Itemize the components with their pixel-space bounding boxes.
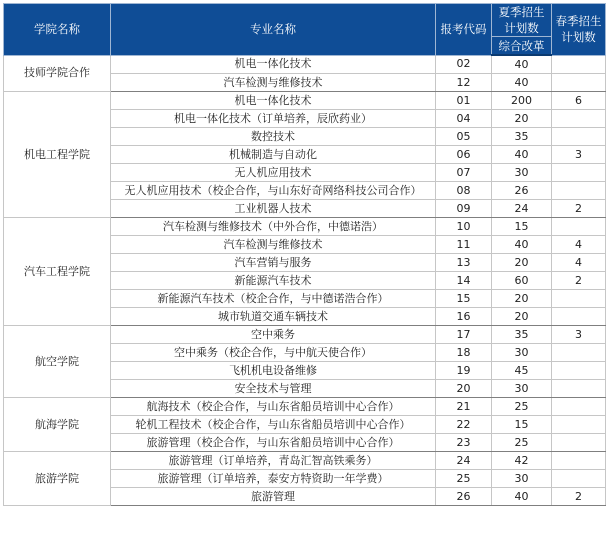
major-name-cell: 汽车检测与维修技术（中外合作，中德诺浩） (111, 218, 436, 236)
spring-plan-cell: 2 (552, 488, 606, 506)
header-spring-line1: 春季招生 (555, 14, 602, 29)
apply-code-cell: 05 (436, 128, 492, 146)
summer-plan-cell: 15 (492, 218, 552, 236)
college-name-cell: 机电工程学院 (4, 92, 111, 218)
apply-code-cell: 16 (436, 308, 492, 326)
spring-plan-cell (552, 452, 606, 470)
apply-code-cell: 06 (436, 146, 492, 164)
spring-plan-cell (552, 380, 606, 398)
apply-code-cell: 10 (436, 218, 492, 236)
major-name-cell: 无人机应用技术 (111, 164, 436, 182)
summer-plan-cell: 40 (492, 488, 552, 506)
header-spring-plan (552, 4, 606, 56)
apply-code-cell: 14 (436, 272, 492, 290)
summer-plan-cell: 60 (492, 272, 552, 290)
major-name-cell: 汽车营销与服务 (111, 254, 436, 272)
apply-code-cell: 19 (436, 362, 492, 380)
major-name-cell: 航海技术（校企合作，与山东省船员培训中心合作） (111, 398, 436, 416)
apply-code-cell: 08 (436, 182, 492, 200)
table-body (4, 55, 606, 506)
apply-code-cell: 17 (436, 326, 492, 344)
summer-plan-cell: 45 (492, 362, 552, 380)
spring-plan-cell: 2 (552, 200, 606, 218)
header-college: 学院名称 (4, 4, 111, 56)
major-name-cell: 机电一体化技术 (111, 55, 436, 74)
apply-code-cell: 07 (436, 164, 492, 182)
spring-plan-cell (552, 434, 606, 452)
spring-plan-cell (552, 182, 606, 200)
major-name-cell: 旅游管理（校企合作，与山东省船员培训中心合作） (111, 434, 436, 452)
table-row (4, 452, 606, 470)
spring-plan-cell (552, 416, 606, 434)
summer-plan-cell: 200 (492, 92, 552, 110)
spring-plan-cell (552, 470, 606, 488)
summer-plan-cell: 30 (492, 164, 552, 182)
summer-plan-cell: 15 (492, 416, 552, 434)
header-summer-line2: 计划数 (504, 21, 539, 35)
summer-plan-cell: 25 (492, 434, 552, 452)
apply-code-cell: 26 (436, 488, 492, 506)
summer-plan-cell: 40 (492, 74, 552, 92)
major-name-cell: 机电一体化技术（订单培养，辰欣药业） (111, 110, 436, 128)
header-spring-line2: 计划数 (561, 30, 596, 45)
spring-plan-cell: 3 (552, 146, 606, 164)
summer-plan-cell: 40 (492, 236, 552, 254)
apply-code-cell: 20 (436, 380, 492, 398)
apply-code-cell: 13 (436, 254, 492, 272)
spring-plan-cell (552, 74, 606, 92)
spring-plan-cell (552, 110, 606, 128)
header-major: 专业名称 (111, 4, 436, 56)
apply-code-cell: 09 (436, 200, 492, 218)
spring-plan-cell (552, 128, 606, 146)
summer-plan-cell: 20 (492, 308, 552, 326)
summer-plan-cell: 30 (492, 470, 552, 488)
table-row (4, 55, 606, 74)
major-name-cell: 无人机应用技术（校企合作，与山东好奇网络科技公司合作） (111, 182, 436, 200)
apply-code-cell: 23 (436, 434, 492, 452)
apply-code-cell: 24 (436, 452, 492, 470)
summer-plan-cell: 35 (492, 326, 552, 344)
header-code: 报考代码 (436, 4, 492, 56)
summer-plan-cell: 30 (492, 344, 552, 362)
table-row (4, 398, 606, 416)
major-name-cell: 旅游管理 (111, 488, 436, 506)
major-name-cell: 安全技术与管理 (111, 380, 436, 398)
spring-plan-cell (552, 398, 606, 416)
table-row (4, 218, 606, 236)
major-name-cell: 飞机机电设备维修 (111, 362, 436, 380)
spring-plan-cell (552, 218, 606, 236)
apply-code-cell: 04 (436, 110, 492, 128)
major-name-cell: 新能源汽车技术 (111, 272, 436, 290)
major-name-cell: 汽车检测与维修技术 (111, 74, 436, 92)
summer-plan-cell: 20 (492, 110, 552, 128)
spring-plan-cell: 6 (552, 92, 606, 110)
major-name-cell: 数控技术 (111, 128, 436, 146)
enrollment-plan-table (3, 3, 606, 506)
spring-plan-cell: 3 (552, 326, 606, 344)
table-row (4, 326, 606, 344)
college-name-cell: 技师学院合作 (4, 55, 111, 92)
spring-plan-cell (552, 308, 606, 326)
spring-plan-cell: 4 (552, 254, 606, 272)
major-name-cell: 新能源汽车技术（校企合作，与中德诺浩合作） (111, 290, 436, 308)
apply-code-cell: 11 (436, 236, 492, 254)
summer-plan-cell: 26 (492, 182, 552, 200)
major-name-cell: 空中乘务 (111, 326, 436, 344)
college-name-cell: 航空学院 (4, 326, 111, 398)
header-summer-subtype: 综合改革 (492, 37, 552, 56)
major-name-cell: 旅游管理（订单培养，青岛汇智高铁乘务） (111, 452, 436, 470)
major-name-cell: 空中乘务（校企合作，与中航天使合作） (111, 344, 436, 362)
spring-plan-cell (552, 290, 606, 308)
header-summer-line1: 夏季招生 (498, 5, 545, 19)
summer-plan-cell: 30 (492, 380, 552, 398)
summer-plan-cell: 20 (492, 290, 552, 308)
table-row (4, 92, 606, 110)
header-summer-plan (492, 4, 552, 37)
major-name-cell: 机械制造与自动化 (111, 146, 436, 164)
apply-code-cell: 25 (436, 470, 492, 488)
summer-plan-cell: 42 (492, 452, 552, 470)
apply-code-cell: 01 (436, 92, 492, 110)
apply-code-cell: 02 (436, 55, 492, 74)
major-name-cell: 工业机器人技术 (111, 200, 436, 218)
college-name-cell: 旅游学院 (4, 452, 111, 506)
spring-plan-cell (552, 362, 606, 380)
apply-code-cell: 21 (436, 398, 492, 416)
major-name-cell: 汽车检测与维修技术 (111, 236, 436, 254)
college-name-cell: 航海学院 (4, 398, 111, 452)
apply-code-cell: 15 (436, 290, 492, 308)
spring-plan-cell (552, 55, 606, 74)
major-name-cell: 城市轨道交通车辆技术 (111, 308, 436, 326)
spring-plan-cell (552, 164, 606, 182)
spring-plan-cell: 2 (552, 272, 606, 290)
summer-plan-cell: 35 (492, 128, 552, 146)
summer-plan-cell: 40 (492, 146, 552, 164)
apply-code-cell: 12 (436, 74, 492, 92)
summer-plan-cell: 25 (492, 398, 552, 416)
summer-plan-cell: 40 (492, 55, 552, 74)
apply-code-cell: 22 (436, 416, 492, 434)
apply-code-cell: 18 (436, 344, 492, 362)
summer-plan-cell: 24 (492, 200, 552, 218)
major-name-cell: 轮机工程技术（校企合作，与山东省船员培训中心合作） (111, 416, 436, 434)
college-name-cell: 汽车工程学院 (4, 218, 111, 326)
spring-plan-cell (552, 344, 606, 362)
major-name-cell: 旅游管理（订单培养，泰安方特资助一年学费） (111, 470, 436, 488)
summer-plan-cell: 20 (492, 254, 552, 272)
spring-plan-cell: 4 (552, 236, 606, 254)
major-name-cell: 机电一体化技术 (111, 92, 436, 110)
